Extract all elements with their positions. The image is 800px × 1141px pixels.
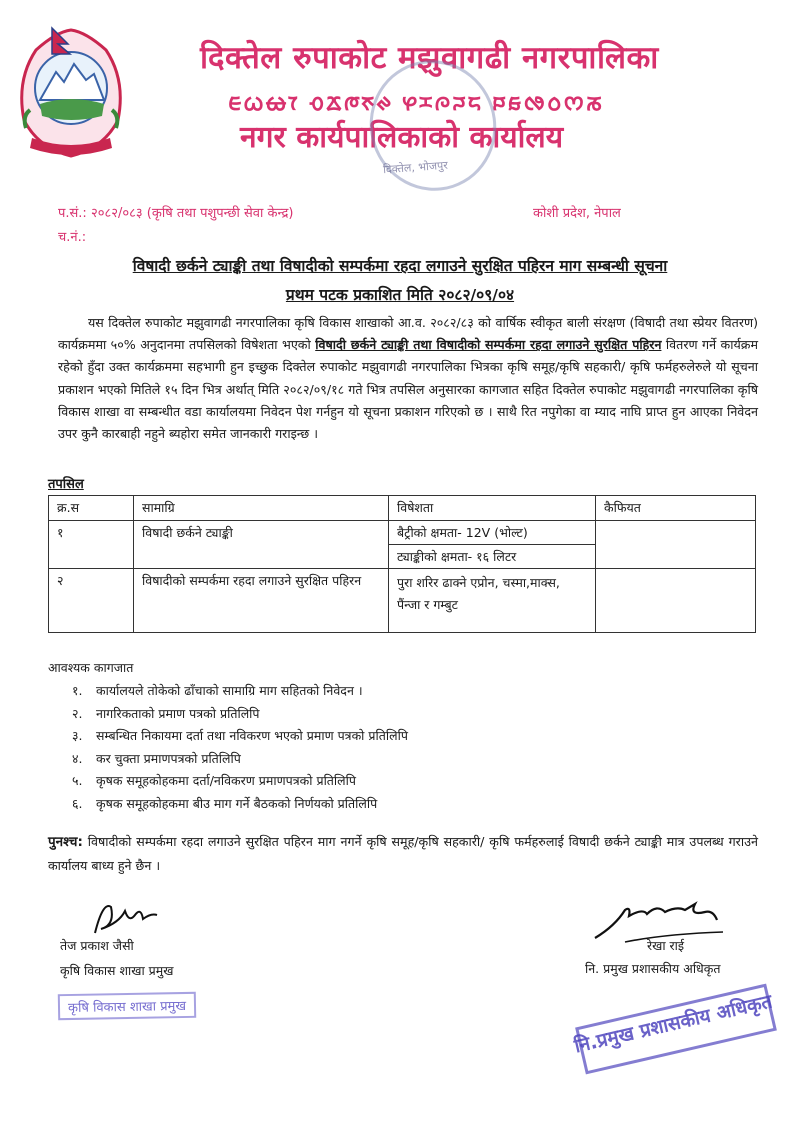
list-item: [72, 772, 408, 795]
schedule-label: तपसिल: [48, 477, 84, 492]
row-remarks: [596, 569, 756, 633]
right-signatory-name: रेखा राई: [647, 938, 685, 953]
postscript-note: [48, 830, 758, 877]
list-item-text: सम्बन्धित निकायमा दर्ता तथा नविकरण भएको प्रमाण पत्रको प्रतिलिपि: [96, 728, 408, 743]
list-item-number: ६.: [72, 795, 83, 811]
header-item: सामाग्रि: [134, 496, 389, 521]
right-ink-stamp: नि.प्रमुख प्रशासकीय अधिकृत: [572, 990, 775, 1058]
round-seal-text: दिक्तेल, भोजपुर: [382, 158, 449, 177]
required-documents-list: [72, 682, 408, 817]
table-row: [49, 569, 756, 633]
left-ink-stamp: कृषि विकास शाखा प्रमुख: [58, 992, 196, 1020]
list-item-number: ३.: [72, 728, 83, 743]
dispatch-number: च.नं.:: [58, 230, 87, 245]
header-remarks: कैफियत: [596, 496, 756, 521]
list-item: [72, 682, 408, 705]
postscript-label: पुनश्च:: [48, 834, 83, 850]
publication-date: प्रथम पटक प्रकाशित मिति २०८२/०९/०४: [285, 286, 515, 304]
row-spec: ट्याङ्कीको क्षमता- १६ लिटर: [389, 545, 596, 569]
body-text-end: वितरण गर्ने कार्यक्रम रहेको हुँदा उक्त कार्यक्रममा सहभागी हुन इच्छुक दिक्तेल रुपाकोट मझुवागढी नगरपालिका भित्रका कृषि समूह/कृषि सहकारी/ कृषि फर्महरुलेरुले यो सूचना प्रकाशन भएको मितिले १५ दिन भित्र अर्थात् मिति २०८२/०९/१८ गते भित्र तपसिल अनुसारका कागजात सहित दिक्तेल रुपाकोट मझुवागढी नगरपालिका कृषि विकास शाखा वा सम्बन्धीत वडा कार्यालयमा निवेदन पेश गर्नहुन यो सूचना प्रकाशन गरिएको छ । साथै रित नपुगेका वा म्याद नाघि प्राप्त हुन आएका निवेदन उपर कुनै कारबाही नहुने ब्यहोरा समेत जानकारी गराइन्छ ।: [58, 337, 758, 442]
list-item-number: ५.: [72, 773, 83, 788]
postscript-text: विषादीको सम्पर्कमा रहदा लगाउने सुरक्षित पहिरन माग नगर्ने कृषि समूह/कृषि सहकारी/ कृषि फर्महरुलाई विषादी छर्कने ट्याङ्की मात्र उपलब्ध गराउने कार्यालय बाध्य हुने छैन ।: [48, 834, 758, 873]
header-serial: क्र.स: [49, 496, 134, 521]
municipality-name-script: ᰀᰃᰄᰅ ᰆᰇᰈᰉᰊ ᰋᰌᰍᰎᰏ ᰐᰑᰒᰓᰔᰕ: [228, 91, 605, 116]
right-signatory-role: नि. प्रमुख प्रशासकीय अधिकृत: [585, 961, 721, 976]
row-remarks: [596, 521, 756, 569]
list-item-text: कार्यालयले तोकेको ढाँचाको सामाग्रि माग सहितको निवेदन ।: [96, 683, 363, 698]
list-item-text: नागरिकताको प्रमाण पत्रको प्रतिलिपि: [96, 705, 260, 721]
province-location: कोशी प्रदेश, नेपाल: [533, 206, 621, 221]
letter-reference-number: प.सं.: २०८२/०८३ (कृषि तथा पशुपन्छी सेवा केन्द्र): [58, 206, 294, 221]
required-documents-title: आवश्यक कागजात: [48, 660, 134, 675]
list-item: [72, 795, 408, 818]
row-spec: पुरा शरिर ढाक्ने एप्रोन, चस्मा,माक्स, पैंन्जा र गम्बुट: [389, 569, 596, 633]
list-item-number: २.: [72, 705, 83, 721]
list-item: [72, 750, 408, 773]
list-item-text: कृषक समूहकोहकमा बीउ माग गर्ने बैठकको निर्णयको प्रतिलिपि: [96, 795, 378, 811]
row-spec: बैट्रीको क्षमता- 12V (भोल्ट): [389, 521, 596, 545]
list-item: [72, 727, 408, 750]
list-item-number: १.: [72, 683, 83, 698]
header-specification: विषेशता: [389, 496, 596, 521]
notice-subject: विषादी छर्कने ट्याङ्की तथा विषादीको सम्पर्कमा रहदा लगाउने सुरक्षित पहिरन माग सम्बन्धी सूचना: [132, 257, 668, 275]
table-header-row: [49, 496, 756, 521]
row-serial: २: [49, 569, 134, 633]
office-name: नगर कार्यपालिकाको कार्यालय: [240, 120, 564, 155]
left-signatory-role: कृषि विकास शाखा प्रमुख: [60, 963, 174, 978]
left-signatory-name: तेज प्रकाश जैसी: [60, 938, 134, 953]
nepal-coat-of-arms-icon: [12, 20, 130, 168]
municipality-name: दिक्तेल रुपाकोट मझुवागढी नगरपालिका: [200, 40, 659, 76]
items-table: [48, 495, 756, 633]
row-serial: १: [49, 521, 134, 569]
body-emphasis: विषादी छर्कने ट्याङ्की तथा विषादीको सम्पर्कमा रहदा लगाउने सुरक्षित पहिरन: [315, 337, 662, 353]
notice-body: [58, 312, 758, 445]
row-item: विषादी छर्कने ट्याङ्की: [134, 521, 389, 569]
table-row: [49, 521, 756, 545]
left-signature: [85, 895, 175, 940]
list-item-text: कृषक समूहकोहकमा दर्ता/नविकरण प्रमाणपत्रको प्रतिलिपि: [96, 773, 356, 788]
row-item: विषादीको सम्पर्कमा रहदा लगाउने सुरक्षित पहिरन: [134, 569, 389, 633]
list-item-text: कर चुक्ता प्रमाणपत्रको प्रतिलिपि: [96, 750, 241, 766]
body-text-start: यस दिक्तेल रुपाकोट मझुवागढी नगरपालिका कृषि विकास शाखाको आ.व. २०८२/८३ को वार्षिक स्वीकृत बाली संरक्षण (विषादी तथा स्प्रेयर वितरण) कार्यक्रममा ५०% अनुदानमा तपसिलको विषेशता भएको: [58, 315, 758, 353]
list-item-number: ४.: [72, 750, 83, 766]
list-item: [72, 705, 408, 728]
